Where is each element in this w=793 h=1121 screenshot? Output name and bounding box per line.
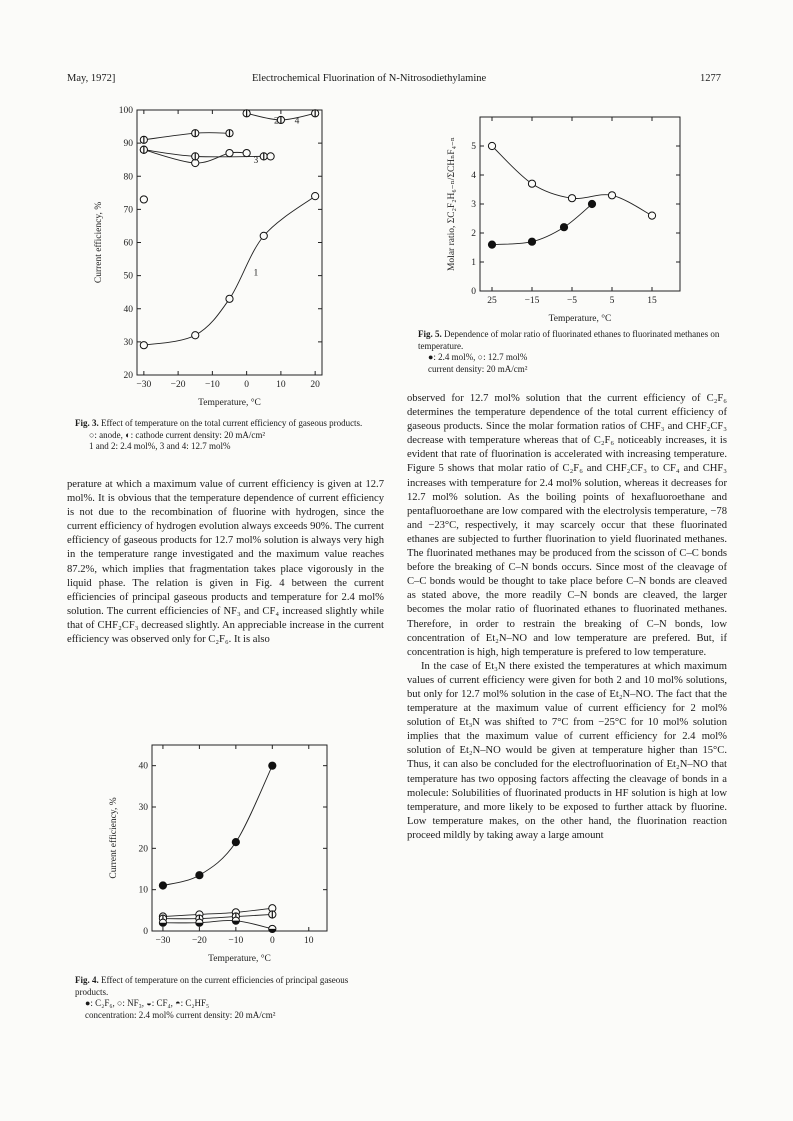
left-column	[67, 478, 384, 647]
fig3-chart	[85, 98, 345, 418]
fig3-ylabel: Current efficiency, %	[94, 201, 104, 284]
fig5-series-1	[488, 142, 655, 219]
fig5-point	[528, 238, 535, 245]
fig5-caption-label: Fig. 5.	[418, 329, 442, 339]
fig3-curve-label: 2	[274, 116, 279, 127]
fig3-caption-label: Fig. 3.	[75, 418, 99, 428]
fig3-point	[192, 130, 199, 137]
fig3-ytick-label: 20	[123, 371, 133, 381]
fig3-point	[312, 110, 319, 117]
header-page-number: 1277	[700, 73, 721, 84]
fig3-point	[140, 342, 147, 349]
fig5-xtick-label: 15	[647, 296, 657, 306]
right-paragraph-2: In the case of Et₃N there existed the temperatures at which maximum values of current efficiency were given for both 2 and 10 mol% solutions, but only for 12.7 mol% solution in the case of Et₂N–NO. The fact that the temperature at the maximum value of current efficiency for 2 mol% solution of Et₃N was shifted to 7°C from −25°C for 10 mol% solution implies that the maximum value of current efficiency for 2.4 mol% solution of Et₂N–NO would be given at temperature higher than 15°C. Thus, it can also be concluded for the electrofluorination of Et₂N–NO that temperature has two opposing factors affecting the cleavage of bonds in a molecule: Solubilities of fluorinated products in HF solution is high at low temperature, and more likely to be exposed to further attack by fluorine. Low temperature makes, on the other hand, the fluorination reaction proceed mildly by taking away a large amount	[407, 660, 727, 841]
fig3-point	[243, 149, 250, 156]
fig4-point	[159, 919, 166, 926]
fig5-chart	[440, 105, 690, 325]
fig3-ytick-label: 80	[123, 172, 133, 183]
fig3-point	[267, 153, 274, 160]
fig3-xtick-label: 20	[310, 380, 320, 390]
fig3-point	[226, 130, 233, 137]
fig3-xtick-label: −30	[136, 380, 152, 390]
fig3-series-line	[144, 196, 315, 345]
fig5-xtick-label: 25	[487, 296, 497, 306]
fig4-legend-line-2: concentration: 2.4 mol% current density: 20 mA/cm²	[85, 1009, 276, 1020]
fig4-series-line	[163, 914, 272, 918]
fig3-xtick-label: 10	[276, 380, 286, 390]
fig4-point	[159, 882, 166, 889]
fig4-point	[196, 919, 203, 926]
fig5-xtick-label: 5	[609, 296, 615, 306]
fig5-legend-line-2: current density: 20 mA/cm²	[428, 363, 528, 374]
fig5-xlabel: Temperature, °C	[548, 314, 612, 324]
fig3-point	[192, 159, 199, 166]
fig3-point	[192, 153, 199, 160]
fig4-ytick-label: 0	[143, 927, 148, 937]
fig3-point	[312, 193, 319, 200]
fig4-ytick-label: 30	[138, 803, 148, 813]
fig4-xtick-label: −10	[228, 936, 244, 946]
fig4-xtick-label: 0	[269, 936, 275, 946]
fig4-point	[269, 911, 276, 918]
fig5-point	[588, 200, 595, 207]
fig4-chart	[100, 735, 335, 975]
fig3-legend-line-1: ○: anode, ◐: cathode current density: 20 mA/cm²	[89, 429, 266, 440]
fig5-caption-text: Dependence of molar ratio of fluorinated ethanes to fluorinated methanes on temperature.	[418, 329, 720, 351]
fig3-point	[140, 196, 147, 203]
fig5-caption	[418, 329, 728, 375]
fig3-series-1	[140, 196, 147, 203]
fig4-ytick-label: 40	[138, 761, 148, 772]
fig5-ytick-label: 0	[471, 287, 476, 297]
fig4-caption-text: Effect of temperature on the current efficiencies of principal gaseous products.	[75, 975, 349, 997]
fig3-point	[260, 232, 267, 239]
fig5-ytick-label: 2	[471, 229, 476, 239]
fig5-ytick-label: 1	[471, 258, 476, 268]
fig4-xlabel: Temperature, °C	[208, 954, 271, 964]
fig4-series-0	[159, 762, 276, 889]
fig3-ytick-label: 60	[123, 238, 133, 249]
fig4-series-2	[159, 911, 276, 922]
header-date: May, 1972]	[67, 73, 116, 84]
fig4-caption	[75, 975, 375, 1021]
fig5-legend-line-1: ●: 2.4 mol%, ○: 12.7 mol%	[428, 352, 528, 362]
header-title: Electrochemical Fluorination of N-Nitrosodiethylamine	[252, 73, 487, 84]
fig3-legend-line-2: 1 and 2: 2.4 mol%, 3 and 4: 12.7 mol%	[89, 441, 231, 451]
fig4-xtick-label: −20	[191, 936, 207, 946]
fig4-series-3	[159, 917, 276, 932]
fig4-xtick-label: −30	[155, 936, 171, 946]
fig5-ylabel: Molar ratio, ΣC₂F₂H₆₋ₙ/ΣCHₙF₄₋ₙ	[447, 136, 457, 272]
fig4-point	[232, 917, 239, 924]
fig3-point	[243, 110, 250, 117]
fig3-point	[226, 149, 233, 156]
fig4-ytick-label: 20	[138, 844, 148, 855]
fig5-point	[528, 180, 535, 187]
fig5-point	[488, 142, 495, 149]
fig4-point	[269, 925, 276, 932]
fig3-series-2	[140, 130, 233, 144]
fig3-caption-text: Effect of temperature on the total current efficiency of gaseous products.	[101, 418, 363, 428]
fig3-point	[140, 146, 147, 153]
fig5-ytick-label: 5	[471, 142, 476, 152]
fig4-point	[269, 762, 276, 769]
right-column	[407, 392, 727, 843]
fig3-point	[192, 332, 199, 339]
fig5-xtick-label: −15	[524, 296, 540, 306]
fig3-xtick-label: 0	[244, 380, 250, 390]
fig3-point	[260, 153, 267, 160]
fig3-point	[226, 295, 233, 302]
fig4-ylabel: Current efficiency, %	[109, 797, 119, 879]
fig3-ytick-label: 30	[123, 337, 133, 348]
fig3-series-0	[140, 193, 318, 349]
fig3-point	[140, 136, 147, 143]
fig5-ytick-label: 3	[471, 200, 476, 210]
fig5-point	[560, 224, 567, 231]
fig4-series-line	[163, 920, 272, 928]
fig4-legend-line-1: ●: C₂F₆, ○: NF₃, ◒: CF₄, ◓: C₂HF₅	[85, 998, 210, 1008]
fig4-xtick-label: 10	[304, 936, 314, 946]
fig5-point	[648, 212, 655, 219]
fig5-ytick-label: 4	[471, 171, 476, 181]
fig4-frame	[152, 745, 327, 931]
fig4-caption-label: Fig. 4.	[75, 975, 99, 985]
fig5-series-line	[492, 204, 592, 245]
right-paragraph-1: observed for 12.7 mol% solution that the current efficiency of C₂F₆ determines the temperature dependence of the total current efficiency of gaseous products. Since the molar formation ratios of CHF₃ and CHF₂CF₃ decrease with temperature whereas that of C₂F₆ noticeably increases, it is evident that rate of fluorination is accelerated with increasing temperature. Figure 5 shows that molar ratio of C₂F₆ and CHF₂CF₃ to CF₄ and CHF₃ increases with temperature for 2.4 mol% solution, whereas it decreases for 12.7 mol% solution. As the boiling points of hexafluoroethane and pentafluoroethane are low compared with the electrolysis temperature, −78 and −23°C, respectively, it may scarcely occur that these fluorinated ethanes are subjected to further fluorination to yield fluorinated methanes. The fluorinated methanes may be produced from the scisson of C–C bonds before the breaking of C–N bonds occurs. Since most of the cleavage of C–C bonds would be thought to take place before C–N bonds are cleaved as stated above, the more readily C–N bonds are cleaved, the larger becomes the molar ratio of fluorinated ethanes to fluorinated methanes. Therefore, in order to restrain the breaking of C–N bonds, low concentration of Et₂N–NO and low temperature are prefered. But, if concentration is high, high temperature is prefered to low temperature.	[407, 393, 727, 658]
fig3-ytick-label: 50	[123, 271, 133, 282]
fig5-point	[568, 195, 575, 202]
fig5-frame	[480, 117, 680, 291]
fig4-point	[196, 872, 203, 879]
fig3-series-5	[267, 153, 274, 160]
fig5-point	[608, 192, 615, 199]
fig4-point	[232, 839, 239, 846]
fig5-series-line	[492, 146, 652, 216]
fig3-ytick-label: 100	[118, 106, 133, 116]
fig3-curve-label: 1	[253, 268, 259, 279]
fig3-series-line	[144, 133, 230, 140]
fig4-series-line	[163, 766, 272, 886]
fig3-caption	[75, 418, 375, 453]
fig5-xtick-label: −5	[566, 296, 578, 306]
fig3-xtick-label: −10	[204, 380, 220, 390]
left-paragraph: perature at which a maximum value of current efficiency is given at 12.7 mol%. It is obvious that the temperature dependence of current efficiency is not due to the recombination of fluorine with hydrogen, since the current efficiency of hydrogen evolution always exceeds 90%. The current efficiency of gaseous products for 12.7 mol% solution is always very high in the temperature range investigated and the maximum value reaches 87.2%, which implies that fragmentation takes place vigorously in the liquid phase. The relation is given in Fig. 4 between the current efficiencies of principal gaseous products and temperature for 2.4 mol% solution. The current efficiencies of NF₃ and CF₄ increased slightly while that of CHF₂CF₃ decreased slightly. An appreciable increase in the current efficiency was observed only for C₂F₆. It is also	[67, 479, 384, 646]
fig5-point	[488, 241, 495, 248]
fig3-ytick-label: 90	[123, 139, 133, 150]
fig5-series-0	[488, 200, 595, 248]
fig3-xlabel: Temperature, °C	[198, 398, 261, 408]
fig3-curve-label: 4	[294, 116, 300, 127]
fig3-ytick-label: 40	[123, 304, 133, 315]
fig4-ytick-label: 10	[138, 885, 148, 896]
fig3-curve-label: 3	[253, 156, 259, 166]
fig3-xtick-label: −20	[170, 380, 186, 390]
fig3-ytick-label: 70	[123, 205, 133, 216]
